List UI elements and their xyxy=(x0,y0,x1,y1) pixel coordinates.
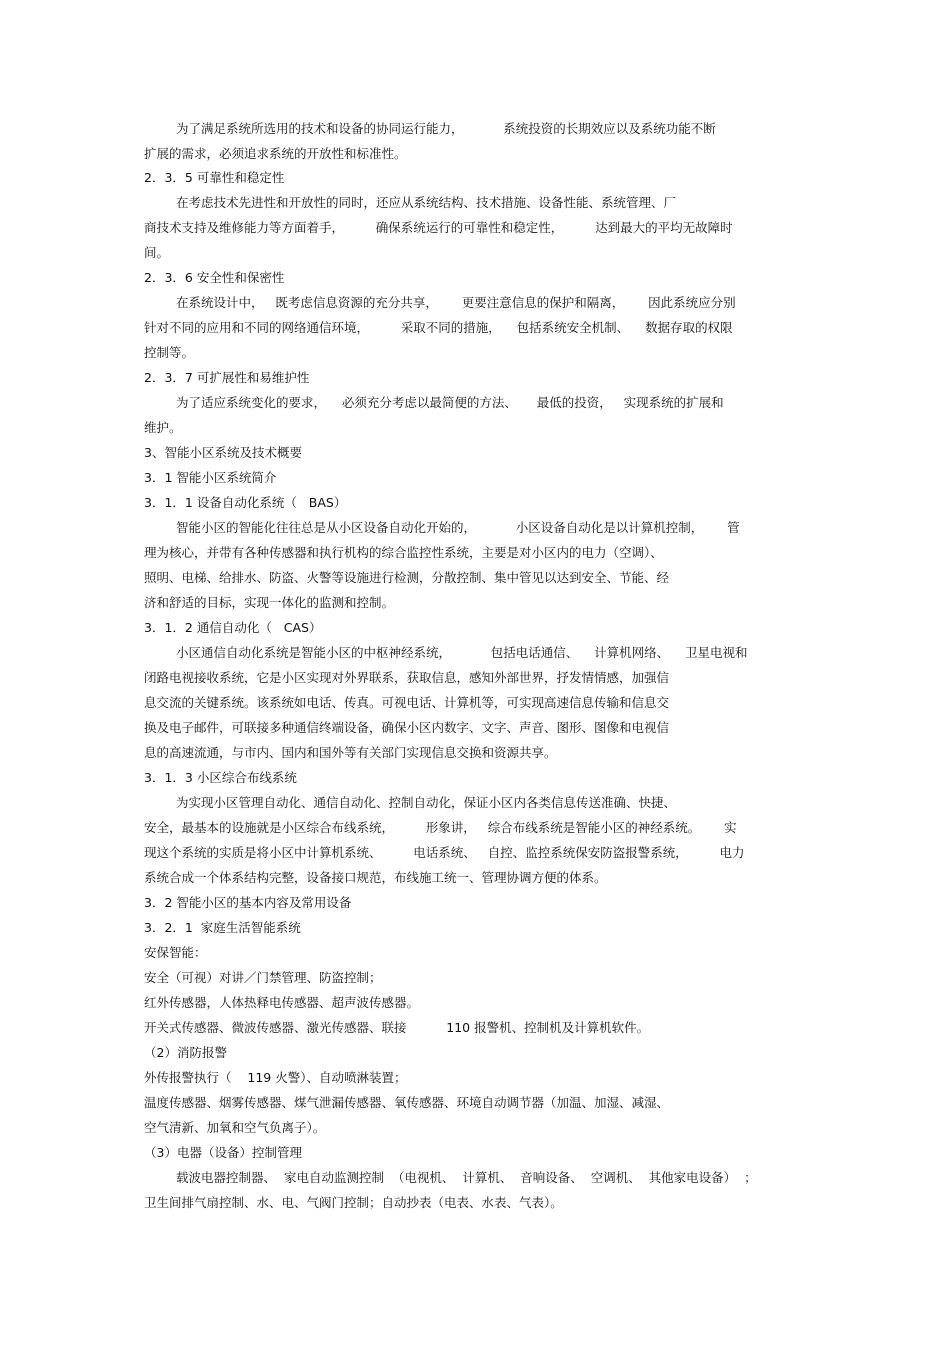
body-text-line: 载波电器控制器、 家电自动监测控制 （电视机、 计算机、 音响设备、 空调机、 其他家电设备） ； xyxy=(176,1170,757,1185)
section-heading: 3．2．1 家庭生活智能系统 xyxy=(144,920,301,935)
body-text-line: 为了满足系统所选用的技术和设备的协同运行能力， 系统投资的长期效应以及系统功能不断 xyxy=(176,121,716,136)
section-heading: 3．1．1 设备自动化系统（ BAS） xyxy=(144,495,347,510)
body-text-line: 息的高速流通，与市内、国内和国外等有关部门实现信息交换和资源共享。 xyxy=(144,745,557,760)
body-text-line: 照明、电梯、给排水、防盗、火警等设施进行检测，分散控制、集中管见以达到安全、节能、经 xyxy=(144,570,670,585)
section-heading: 2．3．5 可靠性和稳定性 xyxy=(144,170,285,185)
section-heading: 2．3．6 安全性和保密性 xyxy=(144,270,285,285)
body-text-line: 控制等。 xyxy=(144,345,195,360)
body-text-line: 换及电子邮件，可联接多种通信终端设备，确保小区内数字、文字、声音、图形、图像和电视信 xyxy=(144,720,670,735)
body-text-line: 为实现小区管理自动化、通信自动化、控制自动化，保证小区内各类信息传送准确、快捷、 xyxy=(176,795,677,810)
section-heading: 3．1 智能小区系统简介 xyxy=(144,470,277,485)
body-text-line: 开关式传感器、微波传感器、激光传感器、联接 110 报警机、控制机及计算机软件。 xyxy=(144,1020,650,1035)
section-heading: 3．2 智能小区的基本内容及常用设备 xyxy=(144,895,352,910)
section-heading: 3．1．2 通信自动化（ CAS） xyxy=(144,620,322,635)
body-text-line: 外传报警执行（ 119 火警）、自动喷淋装置； xyxy=(144,1070,407,1085)
body-text-line: 理为核心，并带有各种传感器和执行机构的综合监控性系统，主要是对小区内的电力（空调）、 xyxy=(144,545,663,560)
body-text-line: 空气清新、加氧和空气负离子）。 xyxy=(144,1120,326,1135)
body-text-line: 安保智能： xyxy=(144,945,207,960)
section-heading: 2．3．7 可扩展性和易维护性 xyxy=(144,370,310,385)
body-text-line: 卫生间排气扇控制、水、电、气阀门控制；自动抄表（电表、水表、气表）。 xyxy=(144,1195,563,1210)
body-text-line: 系统合成一个体系结构完整，设备接口规范，布线施工统一、管理协调方便的体系。 xyxy=(144,870,607,885)
body-text-line: 维护。 xyxy=(144,420,182,435)
body-text-line: 智能小区的智能化往往总是从小区设备自动化开始的， 小区设备自动化是以计算机控制， 管 xyxy=(176,520,740,535)
body-text-line: 间。 xyxy=(144,245,170,260)
body-text-line: 红外传感器，人体热释电传感器、超声波传感器。 xyxy=(144,995,420,1010)
body-text-line: 息交流的关键系统。该系统如电话、传真。可视电话、计算机等，可实现高速信息传输和信息交 xyxy=(144,695,670,710)
body-text-line: 温度传感器、烟雾传感器、煤气泄漏传感器、氧传感器、环境自动调节器（加温、加湿、减湿、 xyxy=(144,1095,670,1110)
section-heading: 3、智能小区系统及技术概要 xyxy=(144,445,302,460)
body-text-line: 济和舒适的目标，实现一体化的监测和控制。 xyxy=(144,595,395,610)
section-heading: 3．1．3 小区综合布线系统 xyxy=(144,770,297,785)
body-text-line: 在考虑技术先进性和开放性的同时，还应从系统结构、技术措施、设备性能、系统管理、厂 xyxy=(176,195,677,210)
body-text-line: 在系统设计中， 既考虑信息资源的充分共享， 更要注意信息的保护和隔离， 因此系统应分别 xyxy=(176,295,736,310)
body-text-line: 扩展的需求，必须追求系统的开放性和标准性。 xyxy=(144,146,407,161)
section-heading: （2）消防报警 xyxy=(144,1045,227,1060)
body-text-line: 小区通信自动化系统是智能小区的中枢神经系统， 包括电话通信、 计算机网络、 卫星电视和 xyxy=(176,645,748,660)
body-text-line: 为了适应系统变化的要求， 必须充分考虑以最简便的方法、 最低的投资， 实现系统的扩展和 xyxy=(176,395,724,410)
body-text-line: 商技术支持及维修能力等方面着手， 确保系统运行的可靠性和稳定性， 达到最大的平均无故障时 xyxy=(144,220,733,235)
body-text-line: 现这个系统的实质是将小区中计算机系统、 电话系统、 自控、监控系统保安防盗报警系统， 电力 xyxy=(144,845,745,860)
body-text-line: 闭路电视接收系统，它是小区实现对外界联系，获取信息，感知外部世界，抒发情情感，加强信 xyxy=(144,670,670,685)
body-text-line: 安全（可视）对讲／门禁管理、防盗控制； xyxy=(144,970,382,985)
body-text-line: 安全，最基本的设施就是小区综合布线系统， 形象讲， 综合布线系统是智能小区的神经系统。 实 xyxy=(144,820,737,835)
section-heading: （3）电器（设备）控制管理 xyxy=(144,1145,302,1160)
body-text-line: 针对不同的应用和不同的网络通信环境， 采取不同的措施， 包括系统安全机制、 数据存取的权限 xyxy=(144,320,733,335)
